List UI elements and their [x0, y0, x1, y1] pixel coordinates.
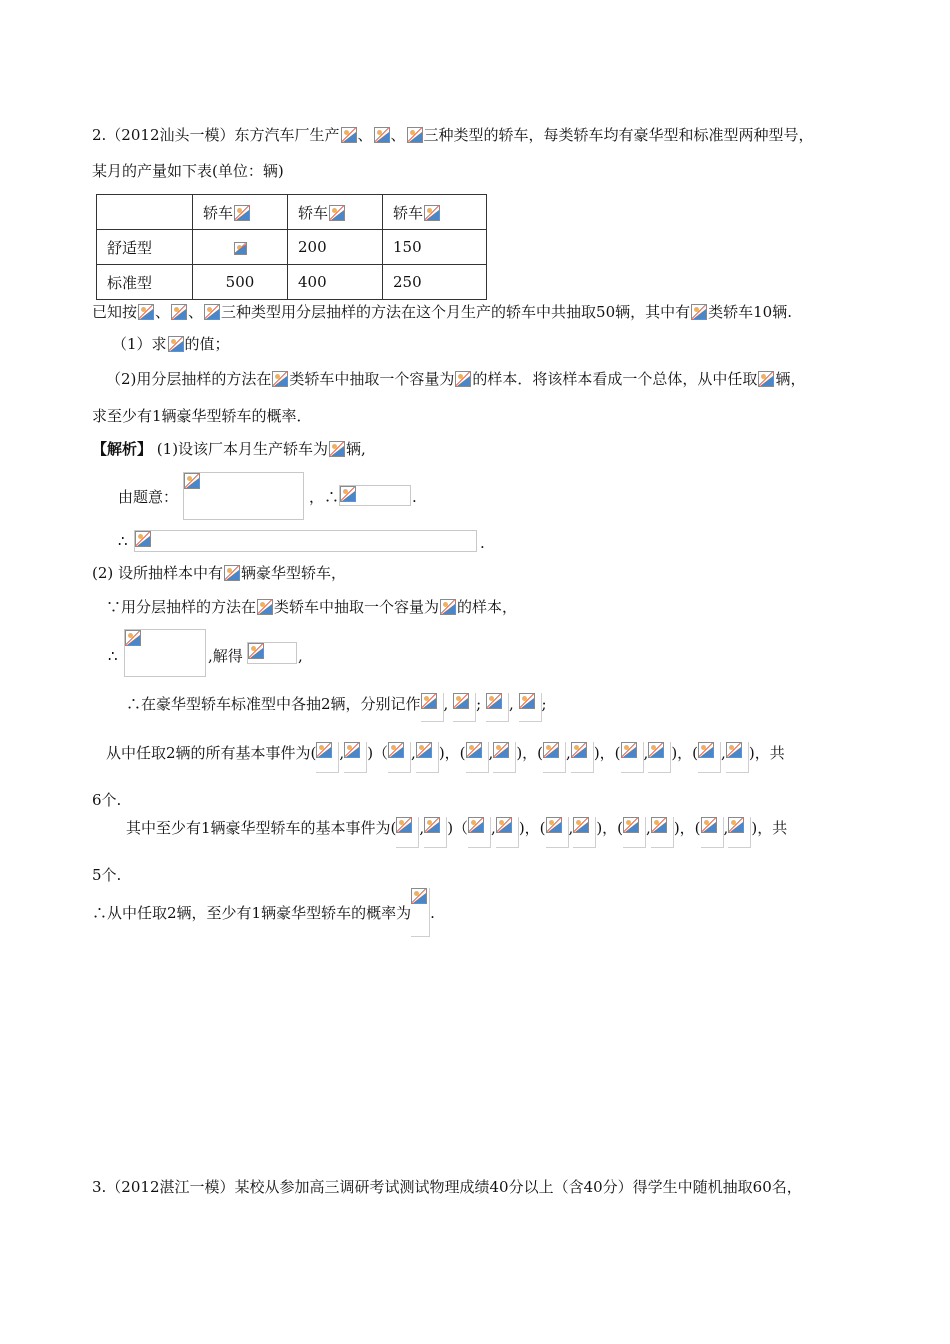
- image-icon: [455, 371, 471, 387]
- image-icon: [234, 242, 247, 255]
- variable-image: [726, 742, 749, 773]
- table-row: [97, 230, 487, 265]
- variable-image: [466, 742, 489, 773]
- image-icon: [224, 565, 240, 581]
- fraction-image: [411, 888, 430, 937]
- image-icon: [440, 599, 456, 615]
- solution-part-2-line-6: 其中至少有1辆豪华型轿车的基本事件为( , )（ , )，( , )，( , )，( , )，共: [126, 817, 787, 848]
- solution-line-2c: .: [412, 488, 417, 506]
- image-icon: [204, 304, 220, 320]
- equation-image: [183, 472, 304, 520]
- table-header-cell: [97, 195, 193, 230]
- image-icon: [424, 205, 440, 221]
- solution-part-2-line-3c: ,: [298, 647, 303, 665]
- solution-part-2-line-5b: 6个.: [92, 791, 122, 809]
- solution-part-2-line-5: 从中任取2辆的所有基本事件为( , )（ , )，( , )，( , )，( , )，( , )，共: [106, 742, 785, 773]
- variable-image: [496, 817, 519, 848]
- solution-line-1: 【解析】 (1)设该厂本月生产轿车为 辆,: [92, 440, 366, 458]
- stem-text: 三种类型的轿车，每类轿车均有豪华型和标准型两种型号，: [423, 126, 814, 144]
- variable-image: [623, 817, 646, 848]
- variable-image: [543, 742, 566, 773]
- variable-image: [416, 742, 439, 773]
- table-cell: 400: [288, 265, 383, 300]
- row-label: 舒适型: [97, 230, 193, 265]
- image-icon: [248, 643, 264, 659]
- problem-2-stem-line-3: 已知按 、 、 三种类型用分层抽样的方法在这个月生产的轿车中共抽取50辆，其中有 类轿车10辆.: [92, 303, 792, 321]
- variable-image: [453, 693, 476, 722]
- solution-part-2-line-3b: ,解得: [208, 647, 243, 665]
- table-header-cell: 轿车: [383, 195, 487, 230]
- variable-image: [396, 817, 419, 848]
- variable-image: [493, 742, 516, 773]
- image-icon: [234, 205, 250, 221]
- table-cell: 250: [383, 265, 487, 300]
- problem-2-stem-line-1: [92, 124, 814, 146]
- image-icon: [168, 336, 184, 352]
- image-icon: [691, 304, 707, 320]
- image-icon: [135, 531, 151, 547]
- equation-image: [247, 642, 297, 664]
- variable-image: [621, 742, 644, 773]
- solution-line-3: ∴: [118, 532, 128, 550]
- equation-image: [134, 530, 477, 552]
- row-label: 标准型: [97, 265, 193, 300]
- table-cell: 150: [383, 230, 487, 265]
- separator: 、: [390, 126, 406, 144]
- variable-image: [546, 817, 569, 848]
- variable-image: [344, 742, 367, 773]
- image-icon: [758, 371, 774, 387]
- stem-text: 2.（2012汕头一模）东方汽车厂生产: [92, 126, 340, 144]
- solution-line-3b: .: [480, 534, 485, 552]
- question-1: （1）求 的值；: [112, 335, 230, 353]
- table-cell: 500: [193, 265, 288, 300]
- image-icon: [341, 127, 357, 143]
- table-header-cell: 轿车: [193, 195, 288, 230]
- variable-image: [701, 817, 724, 848]
- solution-part-2-line-4: ∴在豪华型轿车标准型中各抽2辆，分别记作 , ; , ;: [126, 693, 547, 722]
- variable-image: [648, 742, 671, 773]
- solution-conclusion: ∴从中任取2辆，至少有1辆豪华型轿车的概率为 .: [92, 902, 435, 951]
- variable-image: [468, 817, 491, 848]
- image-icon: [138, 304, 154, 320]
- image-icon: [421, 693, 437, 709]
- question-2-line-2: 求至少有1辆豪华型轿车的概率．: [92, 407, 312, 425]
- production-table: [96, 194, 487, 300]
- problem-3-stem: 3.（2012湛江一模）某校从参加高三调研考试测试物理成绩40分以上（含40分）得学生中随机抽取60名，: [92, 1178, 802, 1196]
- solution-part-2: (2) 设所抽样本中有 辆豪华型轿车，: [92, 564, 347, 582]
- solution-part-2-line-3: ∴: [108, 647, 118, 665]
- question-2: （2)用分层抽样的方法在 类轿车中抽取一个容量为 的样本．将该样本看成一个总体，从中任取 辆，: [106, 370, 806, 388]
- image-icon: [257, 599, 273, 615]
- separator: 、: [357, 126, 373, 144]
- image-icon: [329, 441, 345, 457]
- table-cell: [193, 230, 288, 265]
- image-icon: [272, 371, 288, 387]
- table-row: [97, 265, 487, 300]
- image-icon: [329, 205, 345, 221]
- image-icon: [407, 127, 423, 143]
- image-icon: [184, 473, 200, 489]
- variable-image: [486, 693, 509, 722]
- image-icon: [125, 630, 141, 646]
- image-icon: [171, 304, 187, 320]
- image-icon: [486, 693, 502, 709]
- variable-image: [698, 742, 721, 773]
- variable-image: [316, 742, 339, 773]
- solution-label: 【解析】: [92, 440, 153, 458]
- image-icon: [374, 127, 390, 143]
- equation-image: [124, 629, 206, 677]
- variable-image: [424, 817, 447, 848]
- equation-image: [339, 485, 411, 506]
- variable-image: [651, 817, 674, 848]
- table-header-row: [97, 195, 487, 230]
- table-cell: 200: [288, 230, 383, 265]
- variable-image: [728, 817, 751, 848]
- solution-line-2b: ，∴: [309, 488, 340, 506]
- image-icon: [411, 888, 427, 904]
- image-icon: [453, 693, 469, 709]
- solution-part-2-line-2: ∵用分层抽样的方法在 类轿车中抽取一个容量为 的样本，: [106, 598, 518, 616]
- variable-image: [519, 693, 542, 722]
- image-icon: [340, 486, 356, 502]
- solution-line-2: 由题意：: [118, 488, 179, 506]
- table-header-cell: 轿车: [288, 195, 383, 230]
- variable-image: [421, 693, 444, 722]
- variable-image: [571, 742, 594, 773]
- image-icon: [519, 693, 535, 709]
- problem-2-stem-line-2: 某月的产量如下表(单位：辆): [92, 162, 284, 180]
- solution-part-2-line-6b: 5个.: [92, 866, 122, 884]
- variable-image: [573, 817, 596, 848]
- variable-image: [388, 742, 411, 773]
